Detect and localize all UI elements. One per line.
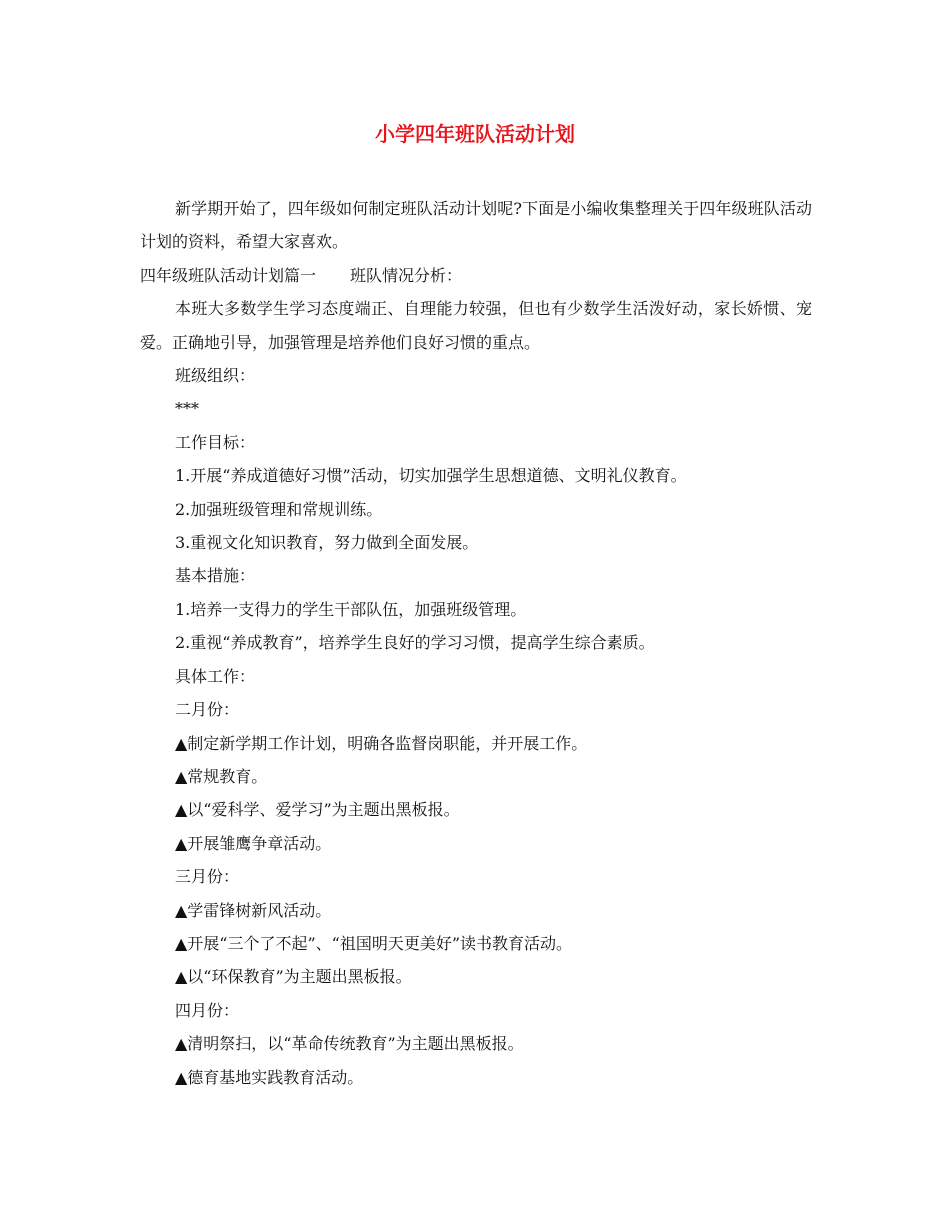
goals-label: 工作目标： [175, 432, 256, 452]
measure-item: 1.培养一支得力的学生干部队伍，加强班级管理。 [175, 599, 527, 619]
month-item: ▲学雷锋树新风活动。 [175, 900, 332, 920]
goal-item: 3.重视文化知识教育，努力做到全面发展。 [175, 533, 479, 553]
org-label: 班级组织： [175, 366, 256, 386]
month-item: ▲常规教育。 [175, 766, 268, 786]
goal-item: 1.开展“养成道德好习惯”活动，切实加强学生思想道德、文明礼仪教育。 [175, 466, 687, 486]
document-body [140, 192, 812, 1094]
work-label: 具体工作： [175, 666, 256, 686]
analysis-paragraph: 本班大多数学生学习态度端正、自理能力较强，但也有少数学生活泼好动，家长娇惯、宠爱。正确地引导，加强管理是培养他们良好习惯的重点。 [140, 299, 812, 352]
month-label: 二月份： [175, 700, 240, 720]
month-label: 三月份： [175, 867, 240, 887]
measure-item: 2.重视“养成教育”，培养学生良好的学习习惯，提高学生综合素质。 [175, 633, 655, 653]
section-subheading: 班队情况分析： [350, 265, 463, 285]
month-item: ▲开展“三个了不起”、“祖国明天更美好”读书教育活动。 [175, 933, 573, 953]
section-heading-line [140, 259, 812, 292]
month-item: ▲以“环保教育”为主题出黑板报。 [175, 967, 412, 987]
month-item: ▲以“爱科学、爱学习”为主题出黑板报。 [175, 800, 460, 820]
measures-label: 基本措施： [175, 566, 256, 586]
month-item: ▲制定新学期工作计划，明确各监督岗职能，并开展工作。 [175, 733, 588, 753]
goal-item: 2.加强班级管理和常规训练。 [175, 499, 383, 519]
document-title: 小学四年班队活动计划 [375, 122, 575, 146]
intro-paragraph: 新学期开始了，四年级如何制定班队活动计划呢?下面是小编收集整理关于四年级班队活动计划的资料，希望大家喜欢。 [140, 199, 812, 252]
org-value: *** [175, 399, 199, 419]
month-item: ▲开展雏鹰争章活动。 [175, 833, 332, 853]
month-item: ▲德育基地实践教育活动。 [175, 1067, 364, 1087]
month-item: ▲清明祭扫，以“革命传统教育”为主题出黑板报。 [175, 1034, 524, 1054]
section-heading: 四年级班队活动计划篇一 [140, 265, 317, 285]
month-label: 四月份： [175, 1000, 240, 1020]
